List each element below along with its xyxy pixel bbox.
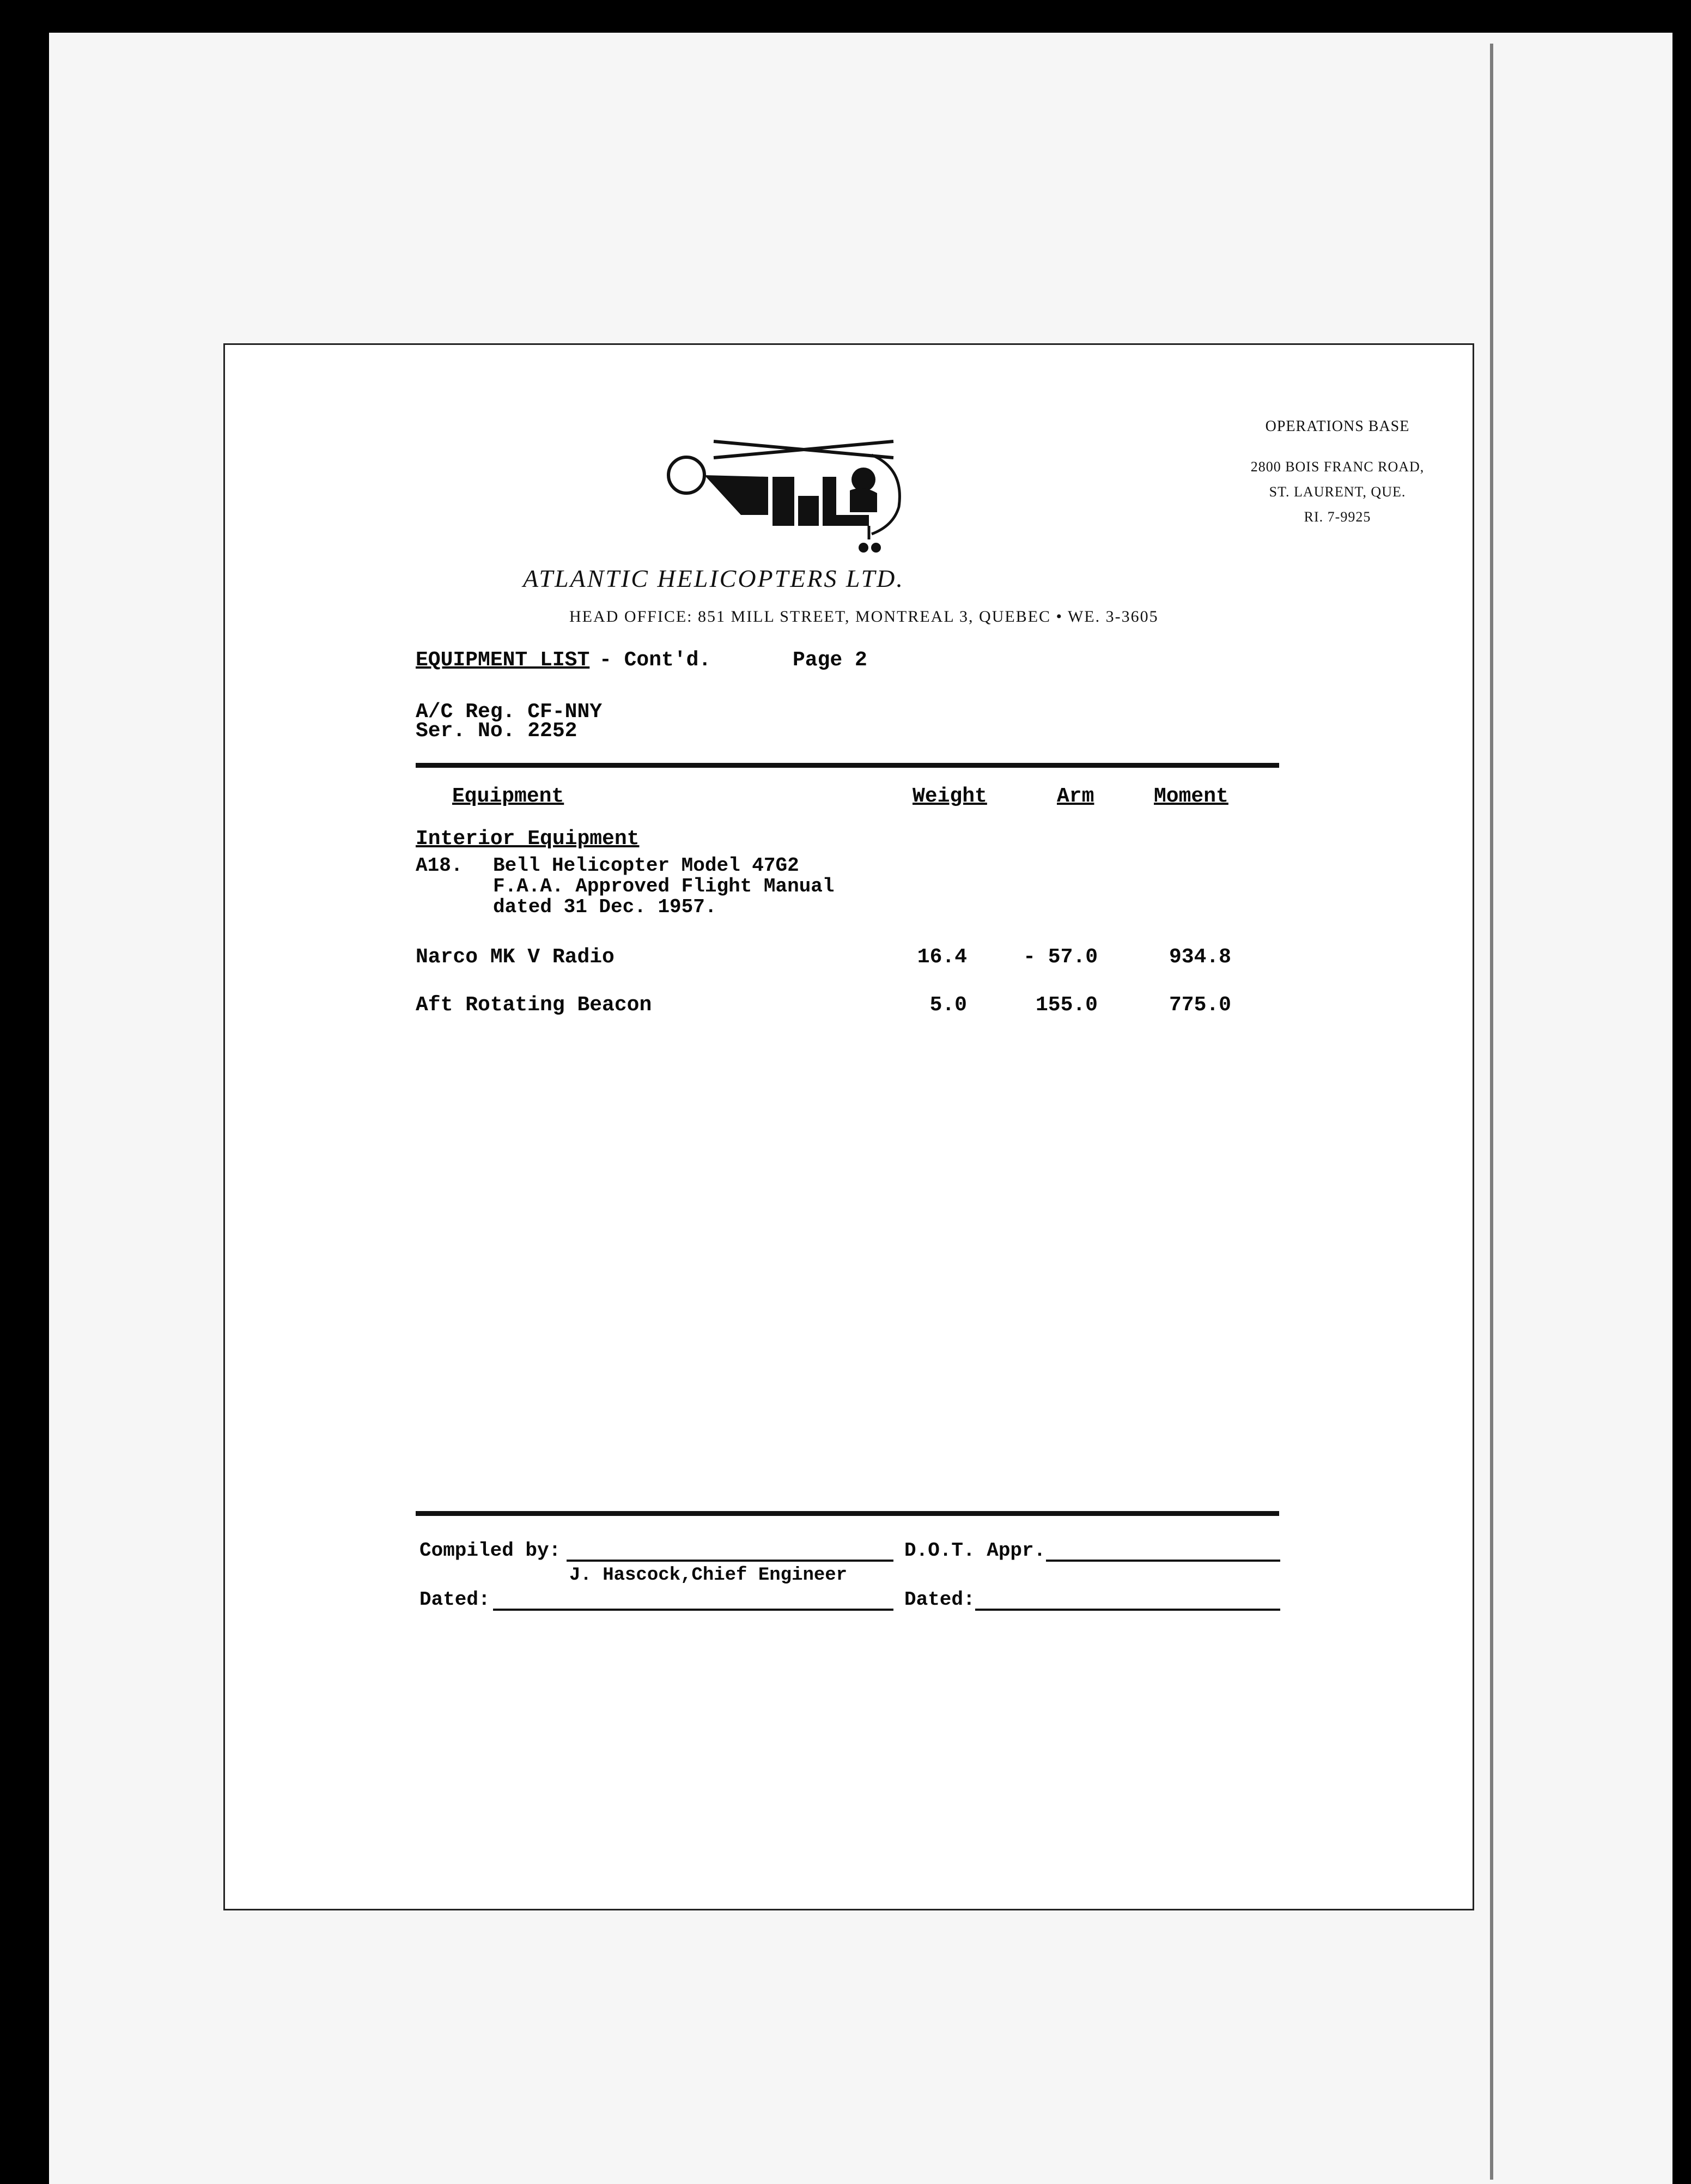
dot-approval-line xyxy=(1046,1560,1280,1562)
doc-title: EQUIPMENT LIST xyxy=(416,648,590,672)
page-number: Page 2 xyxy=(793,648,867,672)
ops-phone: RI. 7-9925 xyxy=(1304,509,1371,525)
operations-base-address xyxy=(1242,414,1433,530)
doc-title-suffix: - Cont'd. xyxy=(599,648,711,672)
row-weight: 16.4 xyxy=(917,945,967,969)
dated-left-label: Dated: xyxy=(419,1588,490,1611)
backing-fold-line xyxy=(1490,44,1493,2180)
compiled-signature-line xyxy=(567,1560,893,1562)
compiled-by-name: J. Hascock,Chief Engineer xyxy=(569,1565,848,1586)
header-weight: Weight xyxy=(913,785,987,808)
note-line: dated 31 Dec. 1957. xyxy=(493,896,717,918)
ops-heading: OPERATIONS BASE xyxy=(1265,418,1410,435)
note-line: Bell Helicopter Model 47G2 xyxy=(493,854,799,877)
dated-right-label: Dated: xyxy=(904,1588,975,1611)
row-arm: - 57.0 xyxy=(1023,945,1098,969)
note-prefix: A18. xyxy=(416,854,463,877)
row-item: Narco MK V Radio xyxy=(416,945,615,969)
row-arm: 155.0 xyxy=(1035,993,1098,1017)
company-name: ATLANTIC HELICOPTERS LTD. xyxy=(523,565,904,592)
head-office-address: HEAD OFFICE: 851 MILL STREET, MONTREAL 3, QUEBEC • WE. 3-3605 xyxy=(569,608,1159,626)
header-moment: Moment xyxy=(1154,785,1228,808)
ops-street: 2800 BOIS FRANC ROAD, xyxy=(1250,459,1425,475)
row-item: Aft Rotating Beacon xyxy=(416,993,652,1017)
dot-approval-label: D.O.T. Appr. xyxy=(904,1539,1046,1562)
header-equipment: Equipment xyxy=(452,785,564,808)
row-moment: 934.8 xyxy=(1169,945,1231,969)
dated-right-line xyxy=(975,1609,1280,1611)
row-moment: 775.0 xyxy=(1169,993,1231,1017)
row-weight: 5.0 xyxy=(929,993,967,1017)
dated-left-line xyxy=(493,1609,893,1611)
section-heading: Interior Equipment xyxy=(416,827,640,851)
ops-city: ST. LAURENT, QUE. xyxy=(1269,484,1406,500)
header-arm: Arm xyxy=(1057,785,1094,808)
note-line: F.A.A. Approved Flight Manual xyxy=(493,875,835,897)
aircraft-registration: A/C Reg. CF-NNY xyxy=(416,700,603,724)
table-top-rule xyxy=(416,763,1279,768)
serial-number: Ser. No. 2252 xyxy=(416,719,577,743)
helicopter-logo xyxy=(654,425,915,572)
compiled-by-label: Compiled by: xyxy=(419,1539,561,1562)
table-bottom-rule xyxy=(416,1511,1279,1516)
